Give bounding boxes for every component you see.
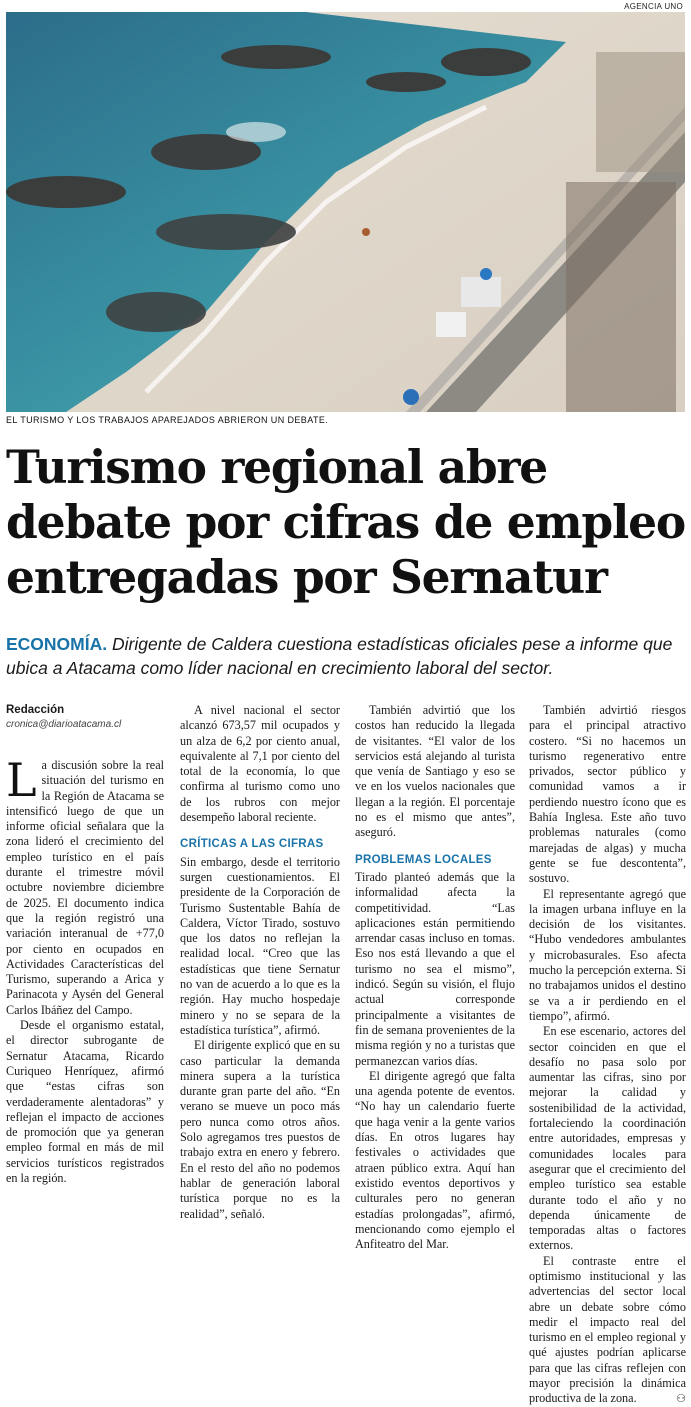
paragraph-10: El representante agregó que la imagen urbana influye en la decisión de los visitantes. “Hubo vendedores ambulantes y microbasurales. Eso afecta mucho la percepción externa. Si no trabajamos unidos el destino se va a ir perdiendo en el tiempo”, afirmó.	[529, 886, 686, 1023]
byline-author: Redacción	[6, 704, 65, 716]
column-1	[6, 703, 164, 1186]
byline-email[interactable]: cronica@diarioatacama.cl	[6, 719, 122, 730]
paragraph-5: El dirigente explicó que en su caso particular la demanda minera supera a la turística durante gran parte del año. “En verano se mueve un poco más pero nunca como otros años. Solo agregamos tres puestos de trabajo extra en enero y febrero. En el resto del año no podemos hablar de generación laboral turística porque no es la realidad”, señaló.	[180, 1038, 340, 1221]
column-4	[529, 703, 686, 1407]
paragraph-2: Desde el organismo estatal, el director subrogante de Sernatur Atacama, Ricardo Curiqueo Henríquez, afirmó que “estas cifras son verdaderamente alentadoras” y reflejan el impacto de acciones de promoción que ya generan empleo formal en más de mil servicios turísticos registrados en la región.	[6, 1018, 164, 1186]
column-3	[355, 703, 515, 1252]
drop-cap: L	[6, 753, 37, 807]
paragraph-3: A nivel nacional el sector alcanzó 673,57 mil ocupados y un alza de 6,2 por ciento anual, equivalente al 7,1 por ciento del total de la economía, lo que confirma al turismo como uno de los rubros con mejor desempeño laboral reciente.	[180, 703, 340, 825]
paragraph-12-text: El contraste entre el optimismo institucional y las advertencias del sector local abre un debate sobre cómo medir el impacto real del turismo en el empleo regional y qué ajustes podrían aplicarse para que las cifras reflejen con mayor precisión la dinámica productiva de la zona.	[529, 1253, 686, 1406]
paragraph-1	[6, 753, 164, 1018]
headline-line-1: Turismo regional abre	[6, 440, 548, 494]
paragraph-1-text: a discusión sobre la real situación del turismo en la Región de Atacama se intensificó luego de que un informe oficial señalara que la zona lideró el crecimiento del empleo turístico en el país durante el trimestre móvil octubre noviembre diciembre de 2025. El documento indica que la región registró una variación interanual de +77,0 por ciento en ocupados en Actividades Características del Turismo, superando a Arica y Parinacota y Aysén del General Carlos Ibáñez del Campo.	[6, 758, 164, 1017]
deck-summary	[6, 632, 686, 680]
paragraph-9: También advirtió riesgos para el principal atractivo costero. “Si no hacemos un turismo regenerativo entre privados, sector público y comunidad vamos a ir perdiendo nuestro ícono que es Bahía Inglesa. Este año tuvo problemas naturales (como marejadas de algas) y mucha gente se fue descontenta”, sostuvo.	[529, 703, 686, 886]
paragraph-6: También advirtió que los costos han reducido la llegada de visitantes. “El valor de los servicios está alejando al turista que venía de Santiago y eso se ve en los vuelos nacionales que llegan a la región. El porcentaje no es el mismo que antes”, aseguró.	[355, 703, 515, 840]
headline	[6, 440, 686, 605]
paragraph-11: En ese escenario, actores del sector coinciden en que el desafío no pasa solo por aumentar las cifras, sino por mejorar la calidad y sostenibilidad de la actividad, fortaleciendo la coordinación entre autoridades, empresas y comunidades locales para asegurar que el crecimiento del empleo turístico sea estable durante todo el año y no dependa únicamente de temporadas altas o factores externos.	[529, 1024, 686, 1253]
paragraph-12	[529, 1254, 686, 1407]
paragraph-8: El dirigente agregó que falta una agenda potente de eventos. “No hay un calendario fuerte que haga venir a la gente varios días. En otros lugares hay festivales o actividades que atraen público extra. Aquí han existido eventos deportivos y culturales pero no generan estadías prolongadas”, afirmó, mencionando como ejemplo el Anfiteatro del Mar.	[355, 1068, 515, 1252]
end-mark-icon: ⚇	[676, 1392, 686, 1406]
deck-text: Dirigente de Caldera cuestiona estadísticas oficiales pese a informe que ubica a Atacama como líder nacional en crecimiento laboral del sector.	[6, 634, 673, 678]
column-2	[180, 703, 340, 1222]
paragraph-4: Sin embargo, desde el territorio surgen cuestionamientos. El presidente de la Corporación de Turismo Sustentable Bahía de Caldera, Víctor Tirado, sostuvo que los datos no reflejan la realidad local. “Creo que las estadísticas que tiene Sernatur no van de acuerdo a lo que es la región. Hay mucho hospedaje minero y no se separa de la estadística turística”, afirmó.	[180, 854, 340, 1037]
photo-credit: AGENCIA UNO	[624, 2, 683, 11]
headline-line-2: debate por cifras de empleo	[6, 495, 686, 549]
aerial-beach-photo	[6, 12, 685, 412]
paragraph-7: Tirado planteó además que la informalidad afecta la competitividad. “Las aplicaciones están permitiendo arrendar casas incluso en tomas. Eso nos está llevando a que el turismo no sea el mismo”, indicó. Según su visión, el flujo actual corresponde principalmente a visitantes de fin de semana provenientes de la misma región y no a turistas que permanezcan varios días.	[355, 869, 515, 1068]
beach-illustration	[6, 12, 685, 412]
subhead-criticas: CRÍTICAS A LAS CIFRAS	[180, 838, 324, 851]
section-label: ECONOMÍA.	[6, 634, 108, 654]
headline-line-3: entregadas por Sernatur	[6, 550, 607, 604]
photo-caption: EL TURISMO Y LOS TRABAJOS APAREJADOS ABRIERON UN DEBATE.	[6, 415, 329, 425]
subhead-problemas: PROBLEMAS LOCALES	[355, 853, 492, 866]
